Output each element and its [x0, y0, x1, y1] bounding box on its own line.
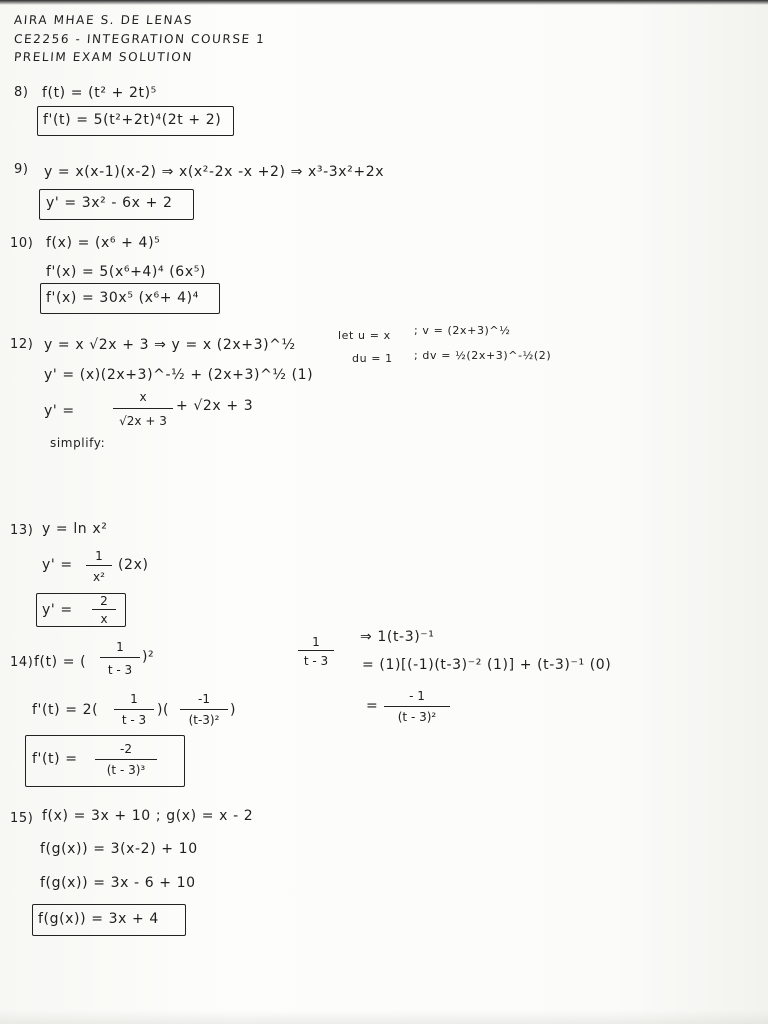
problem-13-answer-lhs: y' =: [42, 602, 73, 618]
problem-13-number: 13): [10, 523, 34, 538]
problem-8-number: 8): [14, 85, 29, 100]
problem-10-answer: f'(x) = 30x⁵ (x⁶+ 4)⁴: [46, 290, 199, 306]
problem-14-side-result-denominator: (t - 3)²: [397, 710, 437, 724]
problem-12-du: du = 1: [352, 352, 393, 365]
problem-12-fraction-bar: [113, 408, 173, 409]
problem-14-line2-denominator-2: (t-3)²: [188, 713, 220, 727]
problem-12-number: 12): [10, 337, 34, 352]
problem-13-answer-bar: [92, 609, 116, 610]
problem-14-line2-bar: [114, 709, 154, 710]
problem-13-answer-denominator: x: [100, 612, 108, 626]
problem-13-function: y = ln x²: [42, 521, 108, 537]
problem-12-let-u: let u = x: [338, 329, 391, 342]
problem-14-side-product-rule: = (1)[(-1)(t-3)⁻² (1)] + (t-3)⁻¹ (0): [362, 657, 612, 673]
problem-14-answer-lhs: f'(t) =: [32, 751, 78, 767]
problem-14-fraction-bar: [100, 657, 140, 658]
problem-15-definitions: f(x) = 3x + 10 ; g(x) = x - 2: [42, 808, 254, 824]
problem-14-side-denominator: t - 3: [303, 654, 329, 668]
problem-10-number: 10): [10, 236, 34, 251]
problem-15-expand: f(g(x)) = 3x - 6 + 10: [40, 875, 196, 891]
paper-top-edge: [0, 0, 768, 5]
problem-9-answer: y' = 3x² - 6x + 2: [46, 195, 173, 211]
problem-14-side-equals: =: [366, 698, 379, 714]
problem-13-line2-lhs: y' =: [42, 557, 73, 573]
problem-14-side-rewrite: ⇒ 1(t-3)⁻¹: [360, 629, 435, 645]
problem-14-line2-numerator-2: -1: [198, 692, 210, 706]
problem-14-line2-bar-2: [180, 709, 228, 710]
problem-12-product-rule: y' = (x)(2x+3)^-½ + (2x+3)^½ (1): [44, 367, 314, 383]
exam-title: PRELIM EXAM SOLUTION: [13, 50, 194, 64]
problem-12-dv: ; dv = ½(2x+3)^-½(2): [414, 349, 552, 362]
problem-12-line3-lhs: y' =: [44, 403, 75, 419]
problem-14-side-bar: [298, 650, 334, 651]
problem-9-number: 9): [14, 162, 29, 177]
problem-15-composition: f(g(x)) = 3(x-2) + 10: [40, 841, 198, 857]
problem-13-fraction-bar: [86, 565, 112, 566]
problem-12-fraction-denominator: √2x + 3: [119, 414, 167, 428]
problem-10-derivative: f'(x) = 5(x⁶+4)⁴ (6x⁵): [46, 264, 206, 280]
problem-14-number: 14): [10, 655, 34, 670]
paper-bottom-shadow: [0, 1010, 768, 1024]
problem-13-answer-numerator: 2: [100, 594, 108, 608]
problem-14-answer-bar: [95, 759, 157, 760]
problem-14-fraction-numerator: 1: [116, 640, 124, 654]
problem-13-fraction-numerator: 1: [95, 549, 103, 563]
problem-14-line2-lhs: f'(t) = 2(: [32, 702, 99, 718]
problem-14-side-result-bar: [384, 706, 450, 707]
problem-14-line2-end: ): [230, 702, 237, 718]
student-name: AIRA MHAE S. DE LENAS: [13, 13, 194, 27]
problem-14-line1-lhs: f(t) = (: [34, 654, 87, 670]
problem-12-let-v: ; v = (2x+3)^½: [414, 324, 511, 337]
problem-14-line2-mid: )(: [157, 702, 170, 718]
problem-12-fraction-numerator: x: [139, 390, 147, 404]
problem-12-rewrite: y = x √2x + 3 ⇒ y = x (2x+3)^½: [44, 337, 296, 353]
course-title: CE2256 - INTEGRATION COURSE 1: [13, 32, 266, 46]
problem-15-number: 15): [10, 811, 34, 826]
problem-14-line1-rest: )²: [142, 649, 155, 665]
problem-14-side-numerator: 1: [312, 635, 320, 649]
problem-10-function: f(x) = (x⁶ + 4)⁵: [46, 235, 161, 251]
problem-15-answer: f(g(x)) = 3x + 4: [38, 911, 159, 927]
problem-14-line2-numerator: 1: [130, 692, 138, 706]
problem-9-expansion: y = x(x-1)(x-2) ⇒ x(x²-2x -x +2) ⇒ x³-3x²+2x: [44, 164, 385, 180]
problem-14-answer-numerator: -2: [120, 742, 132, 756]
problem-12-simplify-label: simplify:: [50, 436, 106, 450]
problem-14-side-result-numerator: - 1: [409, 689, 425, 703]
problem-8-answer: f'(t) = 5(t²+2t)⁴(2t + 2): [43, 112, 222, 128]
problem-13-fraction-denominator: x²: [93, 570, 105, 584]
problem-14-fraction-denominator: t - 3: [107, 663, 133, 677]
problem-8-function: f(t) = (t² + 2t)⁵: [42, 85, 157, 101]
problem-12-line3-rest: + √2x + 3: [176, 398, 254, 414]
problem-14-line2-denominator: t - 3: [121, 713, 147, 727]
problem-13-line2-rest: (2x): [118, 557, 149, 573]
problem-14-answer-denominator: (t - 3)³: [106, 763, 146, 777]
